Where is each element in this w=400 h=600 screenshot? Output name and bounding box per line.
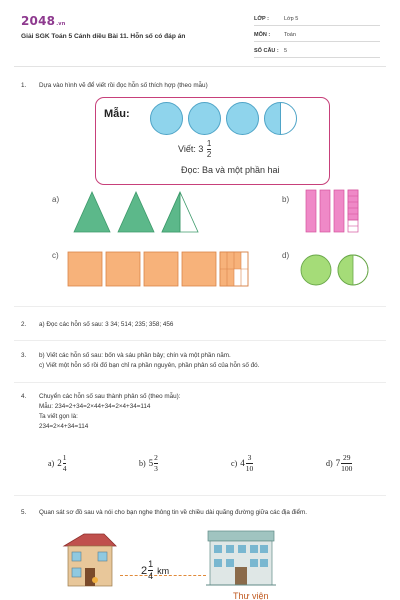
question-4-intro: Chuyển các hỗn số sau thành phân số (theo mẫu): <box>39 393 181 400</box>
q4-item-c-label: c) <box>231 458 238 468</box>
meta-class <box>254 12 380 26</box>
part-b-label: b) <box>282 195 290 204</box>
q4-item-c-whole: 4 <box>240 458 245 468</box>
part-b-bars <box>304 188 374 236</box>
part-c-label: c) <box>52 251 59 260</box>
distance-num: 1 <box>148 559 154 569</box>
q4-item-b <box>139 454 158 472</box>
q4-item-d-whole: 7 <box>335 458 341 468</box>
sample-read: Đọc: Ba và một phần hai <box>181 165 280 175</box>
sample-label: Mẫu: <box>104 108 130 120</box>
question-1 <box>21 81 208 91</box>
part-d-circles <box>298 252 374 288</box>
library-label: Thư viện <box>233 591 269 600</box>
q4-item-d-num: 29 <box>343 453 351 462</box>
question-2-text: a) Đọc các hỗn số sau: 3 34; 514; 235; 358; 456 <box>39 321 174 328</box>
question-4-short-label: Ta viết gọn là: <box>39 413 78 420</box>
sample-circle-full-1 <box>150 102 183 135</box>
q4-item-b-num: 2 <box>154 453 158 462</box>
q4-item-a-whole: 2 <box>57 458 62 468</box>
question-1-text: Dựa vào hình vẽ để viết rồi đọc hỗn số thích hợp (theo mẫu) <box>39 82 208 89</box>
meta-count <box>254 44 380 58</box>
question-1-number: 1. <box>21 82 27 89</box>
q4-item-c <box>231 454 253 472</box>
q4-item-c-den: 10 <box>245 463 254 473</box>
distance-unit: km <box>157 565 170 576</box>
divider-4 <box>14 495 386 496</box>
distance-den: 4 <box>148 571 154 581</box>
sample-write <box>178 140 211 159</box>
part-c-squares <box>66 250 252 290</box>
question-4-number: 4. <box>21 393 27 400</box>
q4-item-d-label: d) <box>326 458 333 468</box>
q4-item-b-den: 3 <box>154 463 158 473</box>
q4-item-a-den: 4 <box>62 463 67 473</box>
distance-whole: 2 <box>141 564 148 577</box>
sample-write-label: Viết: 3 <box>178 143 204 154</box>
sample-circle-half <box>264 102 297 135</box>
brand-name: 2048 <box>21 14 56 28</box>
q4-item-d-den: 100 <box>341 463 353 473</box>
question-4-sample: Mẫu: 234=2+34=2×44+34=2×4+34=114 <box>39 403 151 410</box>
meta-subject-key: MÔN : <box>254 31 271 38</box>
question-2-number: 2. <box>21 321 27 328</box>
library-illustration <box>204 527 278 589</box>
distance-label <box>138 560 169 581</box>
q4-item-b-whole: 5 <box>148 458 154 468</box>
divider-1 <box>14 306 386 307</box>
divider-2 <box>14 340 386 341</box>
meta-count-key: SỐ CÂU : <box>254 47 279 54</box>
question-5-text: Quan sát sơ đồ sau và nói cho bạn nghe thông tin về chiều dài quãng đường giữa các địa điểm. <box>39 509 308 516</box>
part-a-label: a) <box>52 195 60 204</box>
meta-class-key: LỚP : <box>254 15 269 22</box>
meta-subject-value: Toán <box>284 31 296 38</box>
part-a-triangles <box>72 190 212 234</box>
sample-frac-num: 1 <box>206 139 212 148</box>
brand-suffix: .vn <box>56 21 66 27</box>
question-4-short: 234=2×4+34=114 <box>39 423 89 430</box>
meta-class-value: Lớp 5 <box>284 15 299 22</box>
question-3-number: 3. <box>21 352 27 359</box>
header-divider <box>14 66 386 67</box>
q4-item-a <box>48 454 66 472</box>
sample-circle-full-2 <box>188 102 221 135</box>
brand-logo <box>21 14 66 28</box>
part-d-label: d) <box>282 251 290 260</box>
sample-circle-full-3 <box>226 102 259 135</box>
question-3-line-1: b) Viết các hỗn số sau: bốn và sáu phần bảy; chín và một phần năm. <box>39 352 231 359</box>
question-3-line-2: c) Viết một hỗn số rồi đố bạn chỉ ra phần nguyên, phần phân số của hỗn số đó. <box>39 362 260 369</box>
house-illustration <box>62 530 118 590</box>
q4-item-d <box>326 454 352 472</box>
q4-item-a-label: a) <box>48 458 55 468</box>
meta-count-value: 5 <box>284 47 288 54</box>
page-title: Giải SGK Toán 5 Cánh diều Bài 11. Hỗn số có đáp án <box>21 33 186 40</box>
question-2 <box>21 320 173 330</box>
divider-3 <box>14 382 386 383</box>
meta-subject <box>254 28 380 42</box>
question-5 <box>21 508 307 518</box>
sample-frac-den: 2 <box>206 150 212 159</box>
question-3 <box>21 351 259 371</box>
q4-item-a-num: 1 <box>62 453 67 462</box>
q4-item-c-num: 3 <box>247 453 252 462</box>
q4-item-b-label: b) <box>139 458 146 468</box>
question-5-number: 5. <box>21 509 27 516</box>
question-4 <box>21 392 180 432</box>
